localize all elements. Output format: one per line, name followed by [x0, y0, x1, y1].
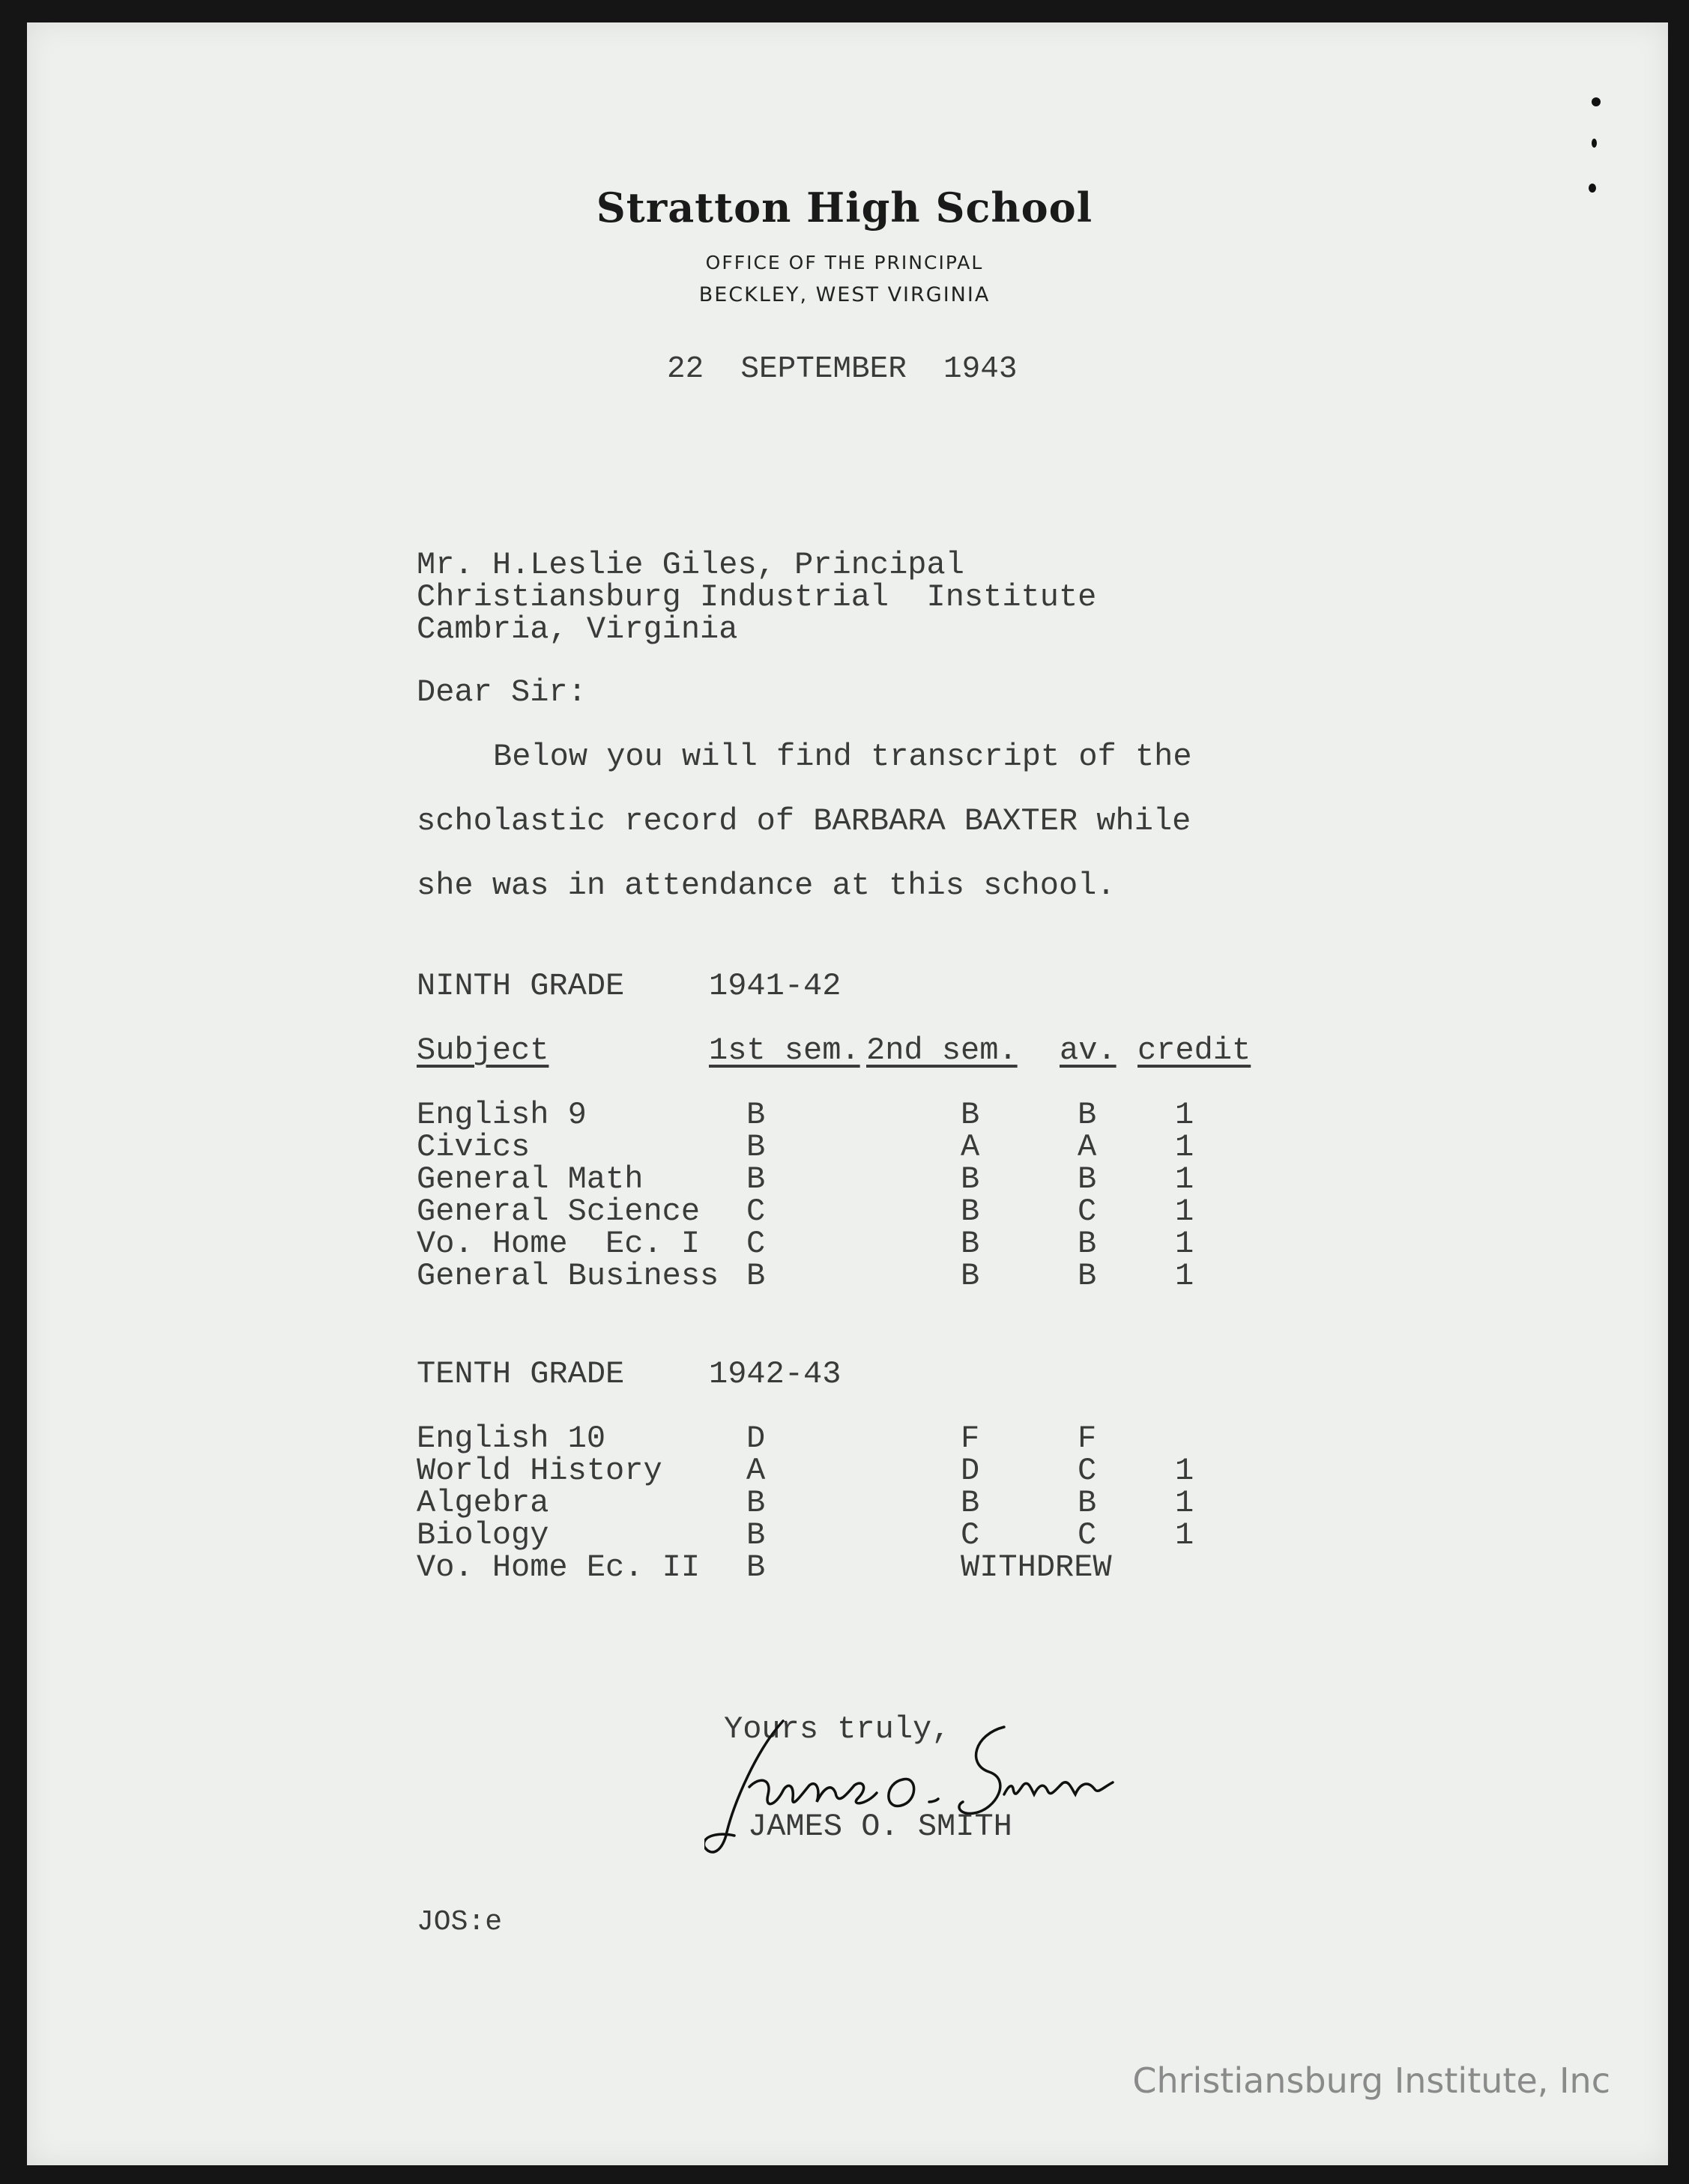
- second-sem-cell: B: [961, 1258, 980, 1294]
- average-cell: B: [1078, 1485, 1097, 1521]
- first-sem-cell: B: [746, 1161, 766, 1197]
- second-sem-cell: D: [961, 1453, 980, 1489]
- second-sem-cell: A: [961, 1129, 980, 1165]
- second-sem-cell: B: [961, 1161, 980, 1197]
- subject-cell: English 9: [417, 1097, 587, 1133]
- recipient-line-2: Christiansburg Industrial Institute: [417, 579, 1097, 615]
- credit-cell: 1: [1175, 1485, 1194, 1521]
- location-line: BECKLEY, WEST VIRGINIA: [698, 283, 991, 306]
- ninth-grade-year: 1941-42: [709, 968, 842, 1004]
- header-average: av.: [1060, 1032, 1117, 1068]
- subject-cell: Vo. Home Ec. II: [417, 1549, 701, 1585]
- first-sem-cell: B: [746, 1129, 766, 1165]
- second-sem-cell: B: [961, 1226, 980, 1262]
- punch-mark: [1592, 139, 1597, 148]
- average-cell: B: [1078, 1097, 1097, 1133]
- signature: [704, 1704, 1139, 1869]
- punch-mark: [1592, 97, 1601, 106]
- signer-name: JAMES O. SMITH: [748, 1809, 1012, 1845]
- school-name: Stratton High School: [596, 184, 1093, 232]
- tenth-grade-label: TENTH GRADE: [417, 1356, 625, 1392]
- average-cell: F: [1078, 1421, 1097, 1456]
- credit-cell: 1: [1175, 1161, 1194, 1197]
- credit-cell: 1: [1175, 1258, 1194, 1294]
- first-sem-cell: B: [746, 1097, 766, 1133]
- letter-date: 22 SEPTEMBER 1943: [667, 352, 1018, 387]
- first-sem-cell: B: [746, 1258, 766, 1294]
- first-sem-cell: B: [746, 1485, 766, 1521]
- average-cell: C: [1078, 1517, 1097, 1553]
- withdrew-note: WITHDREW: [961, 1549, 1112, 1585]
- subject-cell: Algebra: [417, 1485, 549, 1521]
- subject-cell: World History: [417, 1453, 662, 1489]
- typist-initials: JOS:e: [417, 1906, 503, 1938]
- average-cell: B: [1078, 1258, 1097, 1294]
- salutation: Dear Sir:: [417, 674, 587, 710]
- second-sem-cell: B: [961, 1485, 980, 1521]
- subject-cell: General Math: [417, 1161, 644, 1197]
- credit-cell: 1: [1175, 1226, 1194, 1262]
- body-line-1: Below you will find transcript of the: [493, 739, 1192, 775]
- header-second-sem: 2nd sem.: [866, 1032, 1018, 1068]
- average-cell: C: [1078, 1194, 1097, 1229]
- subject-cell: English 10: [417, 1421, 606, 1456]
- header-first-sem: 1st sem.: [709, 1032, 860, 1068]
- first-sem-cell: B: [746, 1549, 766, 1585]
- recipient-line-3: Cambria, Virginia: [417, 611, 738, 647]
- header-credit: credit: [1137, 1032, 1251, 1068]
- average-cell: C: [1078, 1453, 1097, 1489]
- subject-cell: Civics: [417, 1129, 531, 1165]
- first-sem-cell: B: [746, 1517, 766, 1553]
- header-subject: Subject: [417, 1032, 549, 1068]
- recipient-line-1: Mr. H.Leslie Giles, Principal: [417, 547, 964, 583]
- office-line: OFFICE OF THE PRINCIPAL: [705, 252, 984, 273]
- subject-cell: General Business: [417, 1258, 719, 1294]
- second-sem-cell: B: [961, 1097, 980, 1133]
- first-sem-cell: C: [746, 1194, 766, 1229]
- credit-cell: 1: [1175, 1097, 1194, 1133]
- credit-cell: 1: [1175, 1129, 1194, 1165]
- watermark: Christiansburg Institute, Inc: [1132, 2060, 1610, 2101]
- body-line-2: scholastic record of BARBARA BAXTER while: [417, 803, 1191, 839]
- second-sem-cell: F: [961, 1421, 980, 1456]
- first-sem-cell: D: [746, 1421, 766, 1456]
- first-sem-cell: C: [746, 1226, 766, 1262]
- subject-cell: General Science: [417, 1194, 701, 1229]
- average-cell: B: [1078, 1226, 1097, 1262]
- subject-cell: Biology: [417, 1517, 549, 1553]
- body-line-3: she was in attendance at this school.: [417, 868, 1116, 904]
- first-sem-cell: A: [746, 1453, 766, 1489]
- credit-cell: 1: [1175, 1453, 1194, 1489]
- second-sem-cell: C: [961, 1517, 980, 1553]
- tenth-grade-year: 1942-43: [709, 1356, 842, 1392]
- ninth-grade-label: NINTH GRADE: [417, 968, 625, 1004]
- second-sem-cell: B: [961, 1194, 980, 1229]
- subject-cell: Vo. Home Ec. I: [417, 1226, 701, 1262]
- closing: Yours truly,: [724, 1711, 951, 1747]
- average-cell: B: [1078, 1161, 1097, 1197]
- credit-cell: 1: [1175, 1194, 1194, 1229]
- average-cell: A: [1078, 1129, 1097, 1165]
- credit-cell: 1: [1175, 1517, 1194, 1553]
